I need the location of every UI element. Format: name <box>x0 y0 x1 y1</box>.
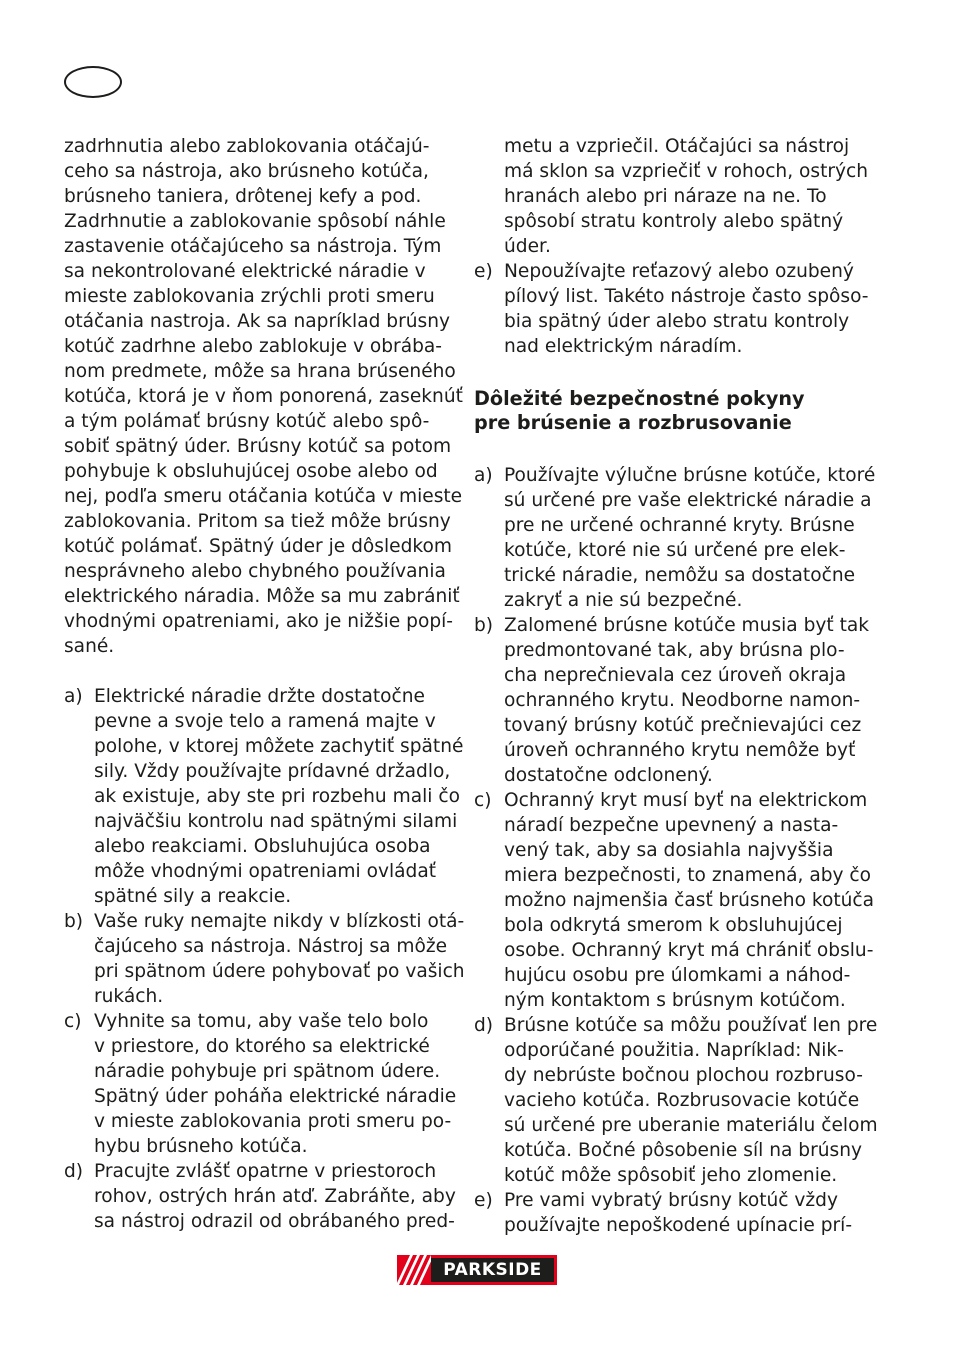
text-line: Zalomené brúsne kotúče musia byť tak <box>504 615 870 636</box>
list-marker: a) <box>64 686 83 707</box>
text-line: otáčania nastroja. Ak sa napríklad brúsny <box>64 311 451 332</box>
text-line: rukách. <box>94 986 164 1007</box>
text-line: sa nástroj odrazil od obrábaného pred- <box>94 1211 455 1232</box>
text-line: zakryť a nie sú bezpečné. <box>504 590 743 611</box>
text-line: používajte nepoškodené upínacie prí- <box>504 1215 853 1236</box>
list-item-a <box>64 684 464 909</box>
text-line: osobe. Ochranný kryt má chrániť obslu- <box>504 940 874 961</box>
text-line: môže vhodnými opatreniami ovládať <box>94 861 437 882</box>
left-column <box>64 134 465 1234</box>
text-line: úder. <box>504 236 551 257</box>
text-line: kotúča. Bočné pôsobenie síl na brúsny <box>504 1140 862 1161</box>
list-marker: e) <box>474 261 493 282</box>
text-line: vhodnými opatreniami, ako je nižšie popí- <box>64 611 453 632</box>
text-line: pohybuje k obsluhujúcej osobe alebo od <box>64 461 438 482</box>
text-line: ochranného krytu. Neodborne namon- <box>504 690 861 711</box>
list-item-d <box>474 1013 878 1188</box>
text-line: zastavenie otáčajúceho sa nástroja. Tým <box>64 236 442 257</box>
list-marker: a) <box>474 465 493 486</box>
list-marker: b) <box>474 615 494 636</box>
text-line: má sklon sa vzpriečiť v rohoch, ostrých <box>504 161 869 182</box>
text-line: Zadrhnutie a zablokovanie spôsobí náhle <box>64 211 446 232</box>
text-line: najväčšiu kontrolu nad spätnými silami <box>94 811 458 832</box>
text-line: pri spätnom údere pohybovať po vašich <box>94 961 465 982</box>
text-line: sú určené pre vaše elektrické náradie a <box>504 490 872 511</box>
text-line: ným kontaktom s brúsnym kotúčom. <box>504 990 846 1011</box>
text-line: spôsobí stratu kontroly alebo spätný <box>504 211 844 232</box>
heading-line: pre brúsenie a rozbrusovanie <box>474 411 792 434</box>
text-line: nad elektrickým náradím. <box>504 336 743 357</box>
text-line: kotúča, ktorá je v ňom ponorená, zaseknúť <box>64 386 463 407</box>
text-line: mieste zablokovania zrýchli proti smeru <box>64 286 435 307</box>
text-line: vacieho kotúča. Rozbrusovacie kotúče <box>504 1090 860 1111</box>
list-item-e <box>474 259 869 359</box>
text-line: hranách alebo pri náraze na ne. To <box>504 186 827 207</box>
text-line: ceho sa nástroja, ako brúsneho kotúča, <box>64 161 429 182</box>
text-line: hybu brúsneho kotúča. <box>94 1136 308 1157</box>
text-line: nesprávneho alebo chybného používania <box>64 561 446 582</box>
text-line: Pre vami vybratý brúsny kotúč vždy <box>504 1190 838 1211</box>
text-line: nom predmete, môže sa hrana brúseného <box>64 361 456 382</box>
text-line: pre ne určené ochranné kryty. Brúsne <box>504 515 855 536</box>
text-line: v mieste zablokovania proti smeru po- <box>94 1111 452 1132</box>
text-line: úroveň ochranného krytu nemôže byť <box>504 740 856 761</box>
text-line: sa nekontrolované elektrické náradie v <box>64 261 426 282</box>
text-line: sané. <box>64 636 115 657</box>
text-line: predmontované tak, aby brúsna plo- <box>504 640 845 661</box>
text-line: Ochranný kryt musí byť na elektrickom <box>504 790 868 811</box>
text-line: spätné sily a reakcie. <box>94 886 292 907</box>
text-line: Brúsne kotúče sa môžu používať len pre <box>504 1015 878 1036</box>
text-line: sobiť spätný úder. Brúsny kotúč sa potom <box>64 436 452 457</box>
text-line: sú určené pre uberanie materiálu čelom <box>504 1115 878 1136</box>
text-line: Nepoužívajte reťazový alebo ozubený <box>504 261 854 282</box>
text-line: dostatočne odclonený. <box>504 765 713 786</box>
list-item-e <box>474 1188 864 1238</box>
text-line: Používajte výlučne brúsne kotúče, ktoré <box>504 465 876 486</box>
text-line: zadrhnutia alebo zablokovania otáčajú- <box>64 136 430 157</box>
text-line: zablokovania. Pritom sa tiež môže brúsny <box>64 511 451 532</box>
intro-paragraph <box>64 134 463 659</box>
list-item-d <box>64 1159 456 1234</box>
text-line: hujúcu osobu pre úlomkami a náhod- <box>504 965 851 986</box>
right-column <box>474 134 878 1238</box>
text-line: miera bezpečnosti, to znamená, aby čo <box>504 865 872 886</box>
list-marker: d) <box>474 1015 494 1036</box>
text-line: Vyhnite sa tomu, aby vaše telo bolo <box>94 1011 429 1032</box>
list-item-d-continued <box>474 134 869 259</box>
list-marker: c) <box>64 1011 82 1032</box>
text-line: bia spätný úder alebo stratu kontroly <box>504 311 850 332</box>
list-marker: c) <box>474 790 492 811</box>
text-line: metu a vzpriečil. Otáčajúci sa nástroj <box>504 136 850 157</box>
text-line: náradie pohybuje pri spätnom údere. <box>94 1061 441 1082</box>
text-line: Spätný úder poháňa elektrické náradie <box>94 1086 457 1107</box>
list-item-b <box>64 909 465 1009</box>
text-line: tovaný brúsny kotúč prečnievajúci cez <box>504 715 862 736</box>
text-line: a tým polámať brúsny kotúč alebo spô- <box>64 411 430 432</box>
text-line: elektrického náradia. Môže sa mu zabrániť <box>64 586 460 607</box>
text-line: trické náradie, nemôžu sa dostatočne <box>504 565 856 586</box>
text-line: vený tak, aby sa dosiahla najvyššia <box>504 840 834 861</box>
text-line: ak existuje, aby ste pri rozbehu mali čo <box>94 786 460 807</box>
text-line: Pracujte zvlášť opatrne v priestoroch <box>94 1161 437 1182</box>
list-item-c <box>474 788 875 1013</box>
text-line: cha neprečnievala cez úroveň okraja <box>504 665 847 686</box>
text-line: dy nebrúste bočnou plochou rozbruso- <box>504 1065 863 1086</box>
text-line: nej, podľa smeru otáčania kotúča v mieste <box>64 486 463 507</box>
text-line: sily. Vždy používajte prídavné držadlo, <box>94 761 451 782</box>
text-line: kotúč môže spôsobiť jeho zlomenie. <box>504 1165 838 1186</box>
text-line: odporúčané použitia. Napríklad: Nik- <box>504 1040 844 1061</box>
list-marker: b) <box>64 911 84 932</box>
text-line: polohe, v ktorej môžete zachytiť spätné <box>94 736 464 757</box>
text-line: náradí bezpečne upevnený a nasta- <box>504 815 839 836</box>
text-line: kotúč zadrhne alebo zablokuje v obrába- <box>64 336 443 357</box>
list-marker: e) <box>474 1190 493 1211</box>
list-item-c <box>64 1009 456 1159</box>
text-line: Elektrické náradie držte dostatočne <box>94 686 425 707</box>
section-heading <box>474 387 864 435</box>
text-line: v priestore, do ktorého sa elektrické <box>94 1036 430 1057</box>
text-line: možno najmenšia časť brúsneho kotúča <box>504 890 875 911</box>
list-item-b <box>474 613 870 788</box>
text-line: kotúče, ktoré nie sú určené pre elek- <box>504 540 846 561</box>
list-item-a <box>474 463 876 613</box>
list-marker: d) <box>64 1161 84 1182</box>
text-line: rohov, ostrých hrán atď. Zabráňte, aby <box>94 1186 456 1207</box>
text-line: alebo reakciami. Obsluhujúca osoba <box>94 836 431 857</box>
text-line: brúsneho taniera, drôtenej kefy a pod. <box>64 186 422 207</box>
text-line: pevne a svoje telo a ramená majte v <box>94 711 436 732</box>
text-line: Vaše ruky nemajte nikdy v blízkosti otá- <box>94 911 465 932</box>
logo-text: PARKSIDE <box>431 1258 554 1282</box>
text-line: pílový list. Takéto nástroje často spôso- <box>504 286 869 307</box>
text-line: kotúč polámať. Spätný úder je dôsledkom <box>64 536 452 557</box>
parkside-logo <box>397 1255 557 1285</box>
text-line: bola odkrytá smerom k obsluhujúcej <box>504 915 843 936</box>
logo-stripes-icon <box>397 1255 431 1285</box>
heading-line: Dôležité bezpečnostné pokyny <box>474 387 805 410</box>
text-line: čajúceho sa nástroja. Nástroj sa môže <box>94 936 448 957</box>
language-badge <box>64 66 122 98</box>
